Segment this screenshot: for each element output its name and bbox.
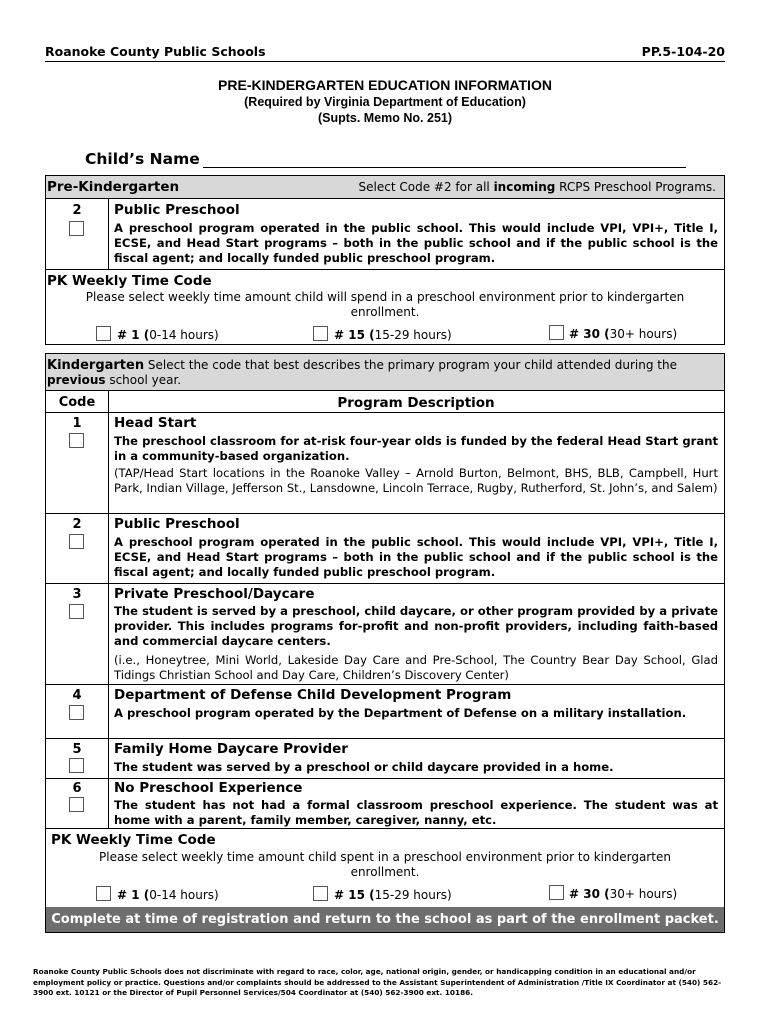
k-program-3-code: 3: [72, 587, 82, 602]
k-program-3-checkbox[interactable]: [69, 604, 84, 619]
k-program-4-checkbox[interactable]: [69, 705, 84, 720]
child-name-field[interactable]: [203, 167, 686, 168]
k-weekly-15-label: # 15 (15-29 hours): [334, 888, 452, 902]
k-program-6-checkbox[interactable]: [69, 797, 84, 812]
prek-weekly-15-label: # 15 (15-29 hours): [334, 328, 452, 342]
prek-section: [45, 175, 725, 345]
prek-instruction: Select Code #2 for all incoming RCPS Preschool Programs.: [358, 180, 716, 194]
k-program-3-title: Private Preschool/Daycare: [114, 586, 315, 602]
k-program-6-title: No Preschool Experience: [114, 780, 303, 796]
prek-program-desc: A preschool program operated in the public school. This would include VPI, VPI+, Title I, ECSE, and Head Start programs – both in the public school and if the public school is the fiscal agent; and locally funded public preschool program.: [114, 221, 718, 265]
k-program-2-code: 2: [72, 517, 82, 532]
k-program-4-title: Department of Defense Child Development Program: [114, 687, 512, 703]
k-heading: Kindergarten: [47, 358, 145, 373]
header-divider: [45, 61, 725, 62]
prek-program-title: Public Preschool: [114, 202, 240, 218]
form-title: PRE-KINDERGARTEN EDUCATION INFORMATION: [218, 77, 552, 93]
prek-weekly-30-checkbox[interactable]: [549, 325, 564, 340]
form-subtitle: (Required by Virginia Department of Education): [244, 95, 526, 109]
prek-weekly-15-checkbox[interactable]: [313, 326, 328, 341]
k-program-5-checkbox[interactable]: [69, 758, 84, 773]
k-program-1-title: Head Start: [114, 415, 197, 431]
k-program-6-code: 6: [72, 781, 82, 796]
child-name-label: Child’s Name: [85, 150, 200, 168]
k-weekly-heading: PK Weekly Time Code: [51, 832, 216, 848]
prek-program-code: 2: [72, 203, 82, 218]
header-form-code: PP.5-104-20: [641, 44, 725, 59]
prek-weekly-1-label: # 1 (0-14 hours): [117, 328, 219, 342]
k-program-1-desc: The preschool classroom for at-risk four-year olds is funded by the federal Head Start grant in a community-based organization.: [114, 434, 718, 463]
header-school-name: Roanoke County Public Schools: [45, 44, 266, 59]
k-program-3-note: (i.e., Honeytree, Mini World, Lakeside Day Care and Pre-School, The Country Bear Day School, Glad Tidings Christian School and Day Care, Children’s Discovery Center): [114, 653, 718, 682]
k-program-4-desc: A preschool program operated by the Department of Defense on a military installation.: [114, 706, 687, 720]
prek-heading: Pre-Kindergarten: [47, 179, 180, 195]
k-program-2-desc: A preschool program operated in the public school. This would include VPI, VPI+, Title I, ECSE, and Head Start programs – both in the public school and if the public school is the fiscal agent; and locally funded public preschool program.: [114, 535, 718, 579]
col-code-header: Code: [58, 395, 96, 410]
k-weekly-15-checkbox[interactable]: [313, 886, 328, 901]
k-program-5-title: Family Home Daycare Provider: [114, 741, 348, 757]
prek-weekly-1-checkbox[interactable]: [96, 326, 111, 341]
kindergarten-section: [45, 353, 725, 933]
k-program-6-desc: The student has not had a formal classroom preschool experience. The student was at home with a parent, family member, caregiver, nanny, etc.: [114, 798, 718, 827]
prek-weekly-30-label: # 30 (30+ hours): [569, 327, 678, 341]
k-program-2-checkbox[interactable]: [69, 534, 84, 549]
k-program-1-note: (TAP/Head Start locations in the Roanoke Valley – Arnold Burton, Belmont, BHS, BLB, Campbell, Hurt Park, Indian Village, Jefferson St., Lansdowne, Lincoln Terrace, Rugby, Rutherford, St. John’s, and Salem): [114, 466, 718, 495]
k-weekly-30-label: # 30 (30+ hours): [569, 887, 678, 901]
k-weekly-1-label: # 1 (0-14 hours): [117, 888, 219, 902]
k-program-3-desc: The student is served by a preschool, child daycare, or other program provided by a private provider. This includes programs for-profit and non-profit providers, including faith-based and commercial daycare centers.: [114, 604, 718, 648]
k-weekly-30-checkbox[interactable]: [549, 885, 564, 900]
col-desc-header: Program Description: [337, 395, 495, 411]
k-program-1-checkbox[interactable]: [69, 433, 84, 448]
prek-weekly-heading: PK Weekly Time Code: [47, 273, 212, 289]
k-program-1-code: 1: [72, 416, 82, 431]
nondiscrimination-footer: Roanoke County Public Schools does not discriminate with regard to race, color, age, national origin, gender, or handicapping condition in an educational and/or employment policy or practice. Questions and/or complaints should be addressed to the Assistant Superintendent of Administration /Title IX Coordinator at (540) 562-3900 ext. 10121 or the Director of Pupil Personnel Services/504 Coordinator at (540) 562-3900 ext. 10186.: [33, 967, 722, 997]
prek-weekly-instruction: Please select weekly time amount child will spend in a preschool environment prior to kindergarten enrollment.: [85, 290, 685, 319]
k-program-5-code: 5: [72, 742, 82, 757]
k-weekly-instruction: Please select weekly time amount child spent in a preschool environment prior to kindergarten enrollment.: [99, 850, 671, 879]
k-program-5-desc: The student was served by a preschool or child daycare provided in a home.: [114, 760, 614, 774]
form-memo: (Supts. Memo No. 251): [317, 111, 453, 125]
completion-banner: Complete at time of registration and return to the school as part of the enrollment packet.: [46, 907, 724, 932]
prek-program-checkbox[interactable]: [69, 221, 84, 236]
k-header-bar: [46, 354, 724, 390]
k-instruction: Kindergarten Select the code that best describes the primary program your child attended during the previous school year.: [47, 358, 677, 387]
k-program-4-code: 4: [72, 688, 82, 703]
prek-header-bar: [46, 176, 724, 198]
k-weekly-1-checkbox[interactable]: [96, 886, 111, 901]
k-program-2-title: Public Preschool: [114, 516, 240, 532]
